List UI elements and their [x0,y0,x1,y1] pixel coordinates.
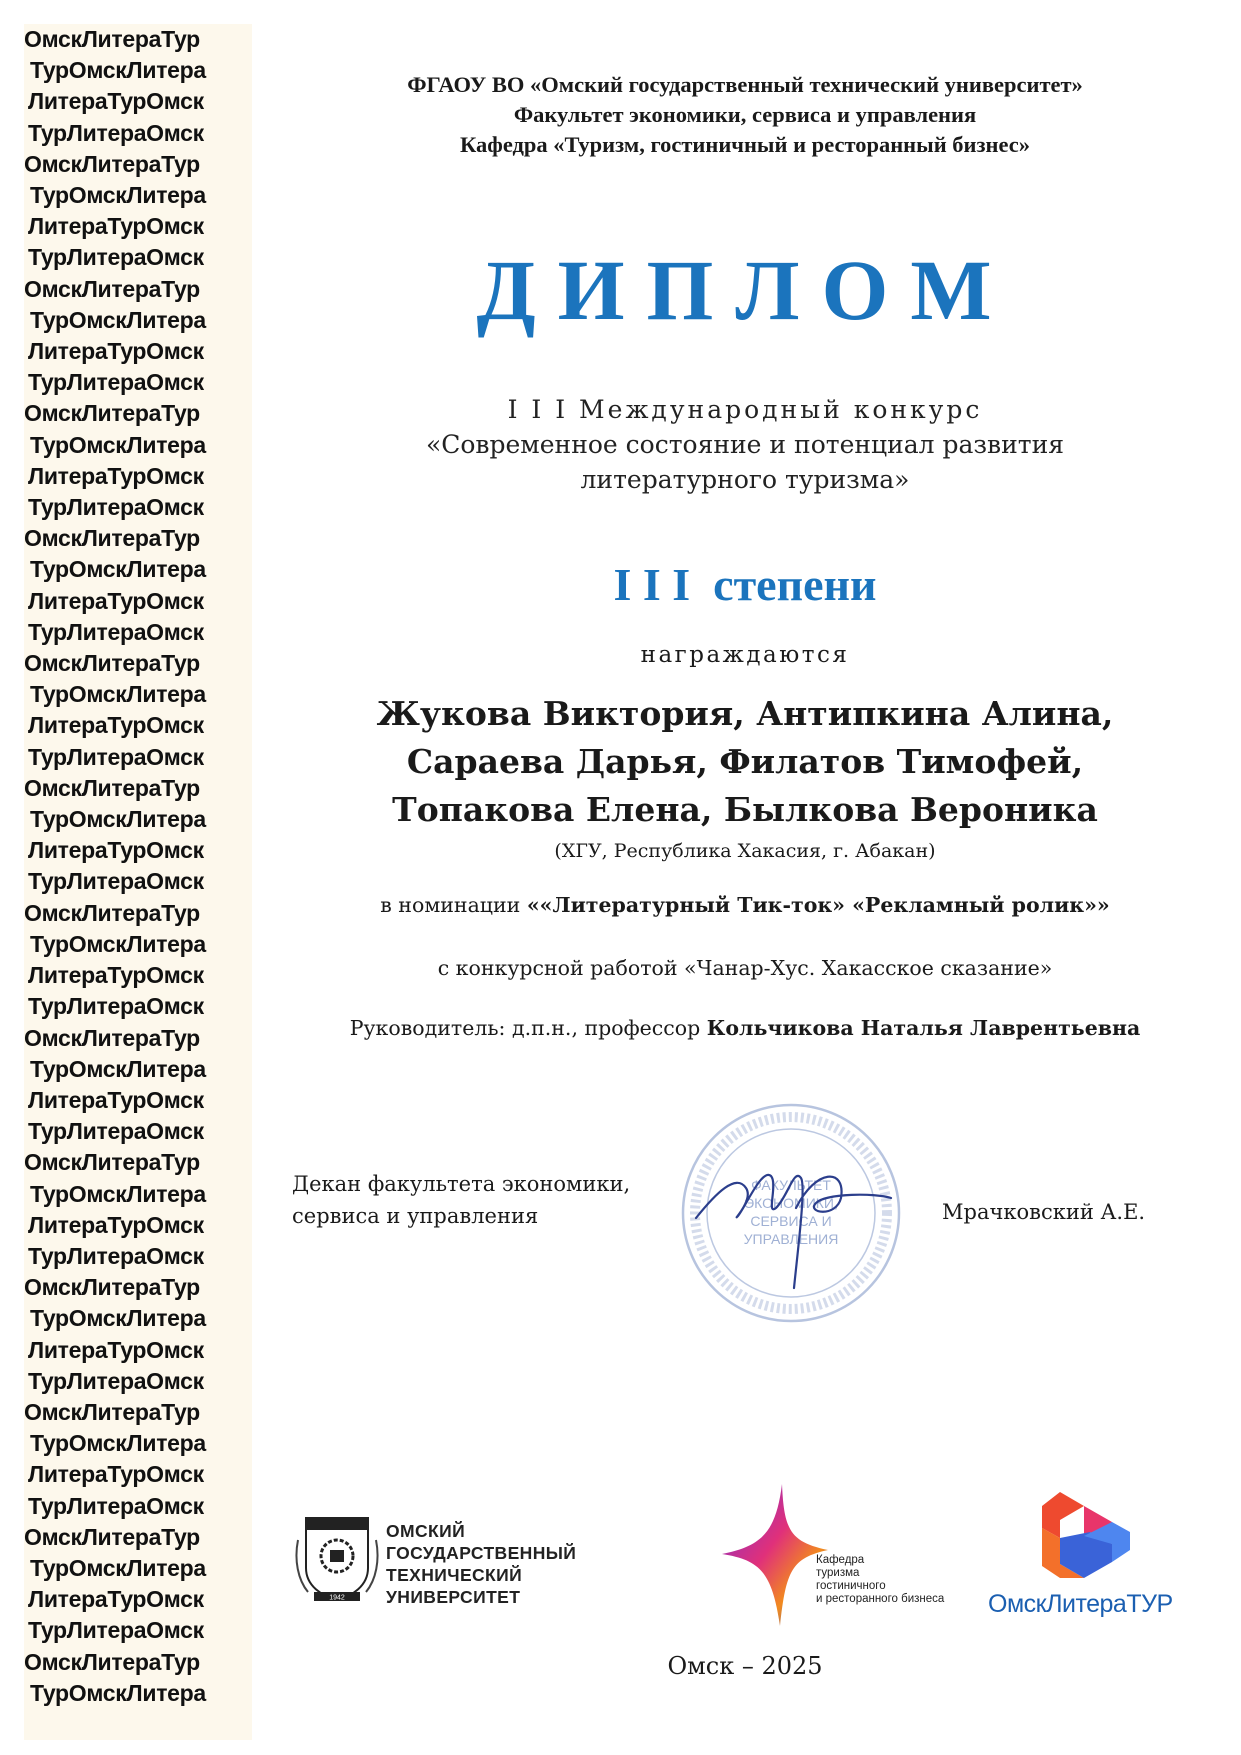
dept-logo-line-4: и ресторанного бизнеса [816,1593,945,1605]
side-pattern-line: ОмскЛитераТур [24,1648,200,1675]
names-line-2: Сараева Дарья, Филатов Тимофей, [406,742,1084,781]
side-pattern-line: ТурЛитераОмск [28,868,204,895]
side-pattern-line: ТурОмскЛитера [30,1055,206,1082]
univ-logo-line-3: ТЕХНИЧЕСКИЙ УНИВЕРСИТЕТ [386,1565,523,1607]
nomination-open-quote: « [526,893,540,917]
side-pattern-line: ОмскЛитераТур [24,1398,200,1425]
diploma-content [280,0,1210,1755]
dean-title [292,1168,672,1232]
names-line-1: Жукова Виктория, Антипкина Алина, [376,694,1114,733]
side-pattern-strip [24,24,252,1740]
recipient-names [280,690,1210,834]
side-pattern-line: ТурОмскЛитера [30,1554,206,1581]
side-pattern-line: ЛитераТурОмск [28,962,204,989]
dept-logo-line-2: туризма [816,1567,860,1579]
side-pattern-line: ТурОмскЛитера [30,431,206,458]
seal-line-1: ФАКУЛЬТЕТ [751,1177,831,1193]
issuer-header [280,70,1210,160]
dept-logo-line-3: гостиничного [816,1580,886,1592]
contest-line-3: литературного туризма» [580,465,910,494]
nomination-value: «Литературный Тик-ток» «Рекламный ролик»» [539,893,1110,917]
nomination-prefix: в номинации [380,893,527,917]
department-logo [720,1480,970,1640]
side-pattern-line: ЛитераТурОмск [28,712,204,739]
side-pattern-line: ЛитераТурОмск [28,1461,204,1488]
supervisor-prefix: Руководитель: д.п.н., профессор [349,1016,707,1040]
seal-line-4: УПРАВЛЕНИЯ [743,1231,839,1247]
side-pattern-line: ТурЛитераОмск [28,119,204,146]
award-degree: I I I степени [613,559,877,610]
side-pattern-line: ТурЛитераОмск [28,244,204,271]
side-pattern-line: ОмскЛитераТур [24,525,200,552]
dean-title-line-2: сервиса и управления [292,1204,539,1228]
contest-line-1: I I I Международный конкурс [507,395,983,424]
side-pattern-line: ТурЛитераОмск [28,1367,204,1394]
side-pattern-line: ТурЛитераОмск [28,743,204,770]
side-pattern-line: ТурОмскЛитера [30,930,206,957]
side-pattern-line: ОмскЛитераТур [24,650,200,677]
side-pattern-line: ОмскЛитераТур [24,400,200,427]
side-pattern-line: ЛитераТурОмск [28,213,204,240]
contest-line-2: «Современное состояние и потенциал развития [425,430,1065,459]
side-pattern-line: ЛитераТурОмск [28,338,204,365]
side-pattern-line: ОмскЛитераТур [24,1149,200,1176]
header-university: ФГАОУ ВО «Омский государственный технический университет» [407,72,1083,97]
crest-year: 1942 [329,1594,345,1602]
side-pattern-line: ТурЛитераОмск [28,1492,204,1519]
omsk-literatur-mark-icon [1020,1488,1140,1584]
side-pattern-line: ТурОмскЛитера [30,57,206,84]
place-and-year: Омск – 2025 [667,1652,823,1680]
names-line-3: Топакова Елена, Былкова Вероника [392,790,1098,829]
university-crest-icon [294,1510,380,1606]
side-pattern-line: ЛитераТурОмск [28,1211,204,1238]
side-pattern-line: ТурЛитераОмск [28,618,204,645]
omsk-literatur-logo [986,1488,1186,1628]
nomination [280,893,1210,917]
awarded-label: награждаются [640,642,850,668]
side-pattern-line: ТурОмскЛитера [30,182,206,209]
side-pattern-line: ТурОмскЛитера [30,806,206,833]
dean-title-line-1: Декан факультета экономики, [292,1172,631,1196]
side-pattern-line: ЛитераТурОмск [28,1086,204,1113]
side-pattern-line: ТурЛитераОмск [28,369,204,396]
side-pattern-line: ТурОмскЛитера [30,1180,206,1207]
side-pattern-line: ТурЛитераОмск [28,494,204,521]
side-pattern-line: ЛитераТурОмск [28,837,204,864]
side-pattern-line: ЛитераТурОмск [28,1586,204,1613]
dean-name: Мрачковский А.Е. [942,1200,1146,1224]
side-pattern-line: ОмскЛитераТур [24,899,200,926]
side-pattern-line: ТурОмскЛитера [30,1430,206,1457]
side-pattern-line: ЛитераТурОмск [28,1336,204,1363]
seal-line-3: СЕРВИСА И [750,1213,832,1229]
side-pattern-line: ОмскЛитераТур [24,275,200,302]
side-pattern-line: ТурОмскЛитера [30,556,206,583]
university-logo [294,1510,654,1610]
side-pattern-line: ТурЛитераОмск [28,1617,204,1644]
side-pattern-line: ТурОмскЛитера [30,681,206,708]
univ-logo-line-1: ОМСКИЙ [386,1521,466,1541]
side-pattern-line: ЛитераТурОмск [28,88,204,115]
side-pattern-line: ТурЛитераОмск [28,1242,204,1269]
supervisor-name: Кольчикова Наталья Лаврентьевна [706,1016,1141,1040]
supervisor [280,1016,1210,1040]
side-pattern-line: ЛитераТурОмск [28,587,204,614]
dept-logo-line-1: Кафедра [816,1554,865,1566]
side-pattern-line: ТурОмскЛитера [30,306,206,333]
side-pattern-line: ОмскЛитераТур [24,1523,200,1550]
univ-logo-line-2: ГОСУДАРСТВЕННЫЙ [386,1543,577,1563]
side-pattern-line: ОмскЛитераТур [24,774,200,801]
side-pattern-line: ОмскЛитераТур [24,1024,200,1051]
department-star-icon [720,1480,830,1630]
side-pattern-line: ОмскЛитераТур [24,26,200,52]
side-pattern-line: ТурОмскЛитера [30,1305,206,1332]
side-pattern-line: ТурЛитераОмск [28,993,204,1020]
side-pattern-line: ТурОмскЛитера [30,1679,206,1706]
seal-line-2: ЭКОНОМИКИ, [744,1195,838,1211]
side-pattern-line: ОмскЛитераТур [24,1274,200,1301]
diploma-title: ДИПЛОМ [476,242,1014,338]
header-department: Кафедра «Туризм, гостиничный и ресторанный бизнес» [459,132,1031,157]
header-faculty: Факультет экономики, сервиса и управления [513,102,977,127]
official-seal [676,1098,906,1328]
competition-work: с конкурсной работой «Чанар-Хус. Хакасское сказание» [437,956,1053,980]
side-pattern-line: ЛитераТурОмск [28,462,204,489]
side-pattern-line: ТурЛитераОмск [28,1118,204,1145]
side-pattern-line: ОмскЛитераТур [24,150,200,177]
contest-name [280,392,1210,497]
omsk-literatur-text: ОмскЛитераТУР [988,1590,1173,1618]
recipient-organization: (ХГУ, Республика Хакасия, г. Абакан) [554,840,936,862]
